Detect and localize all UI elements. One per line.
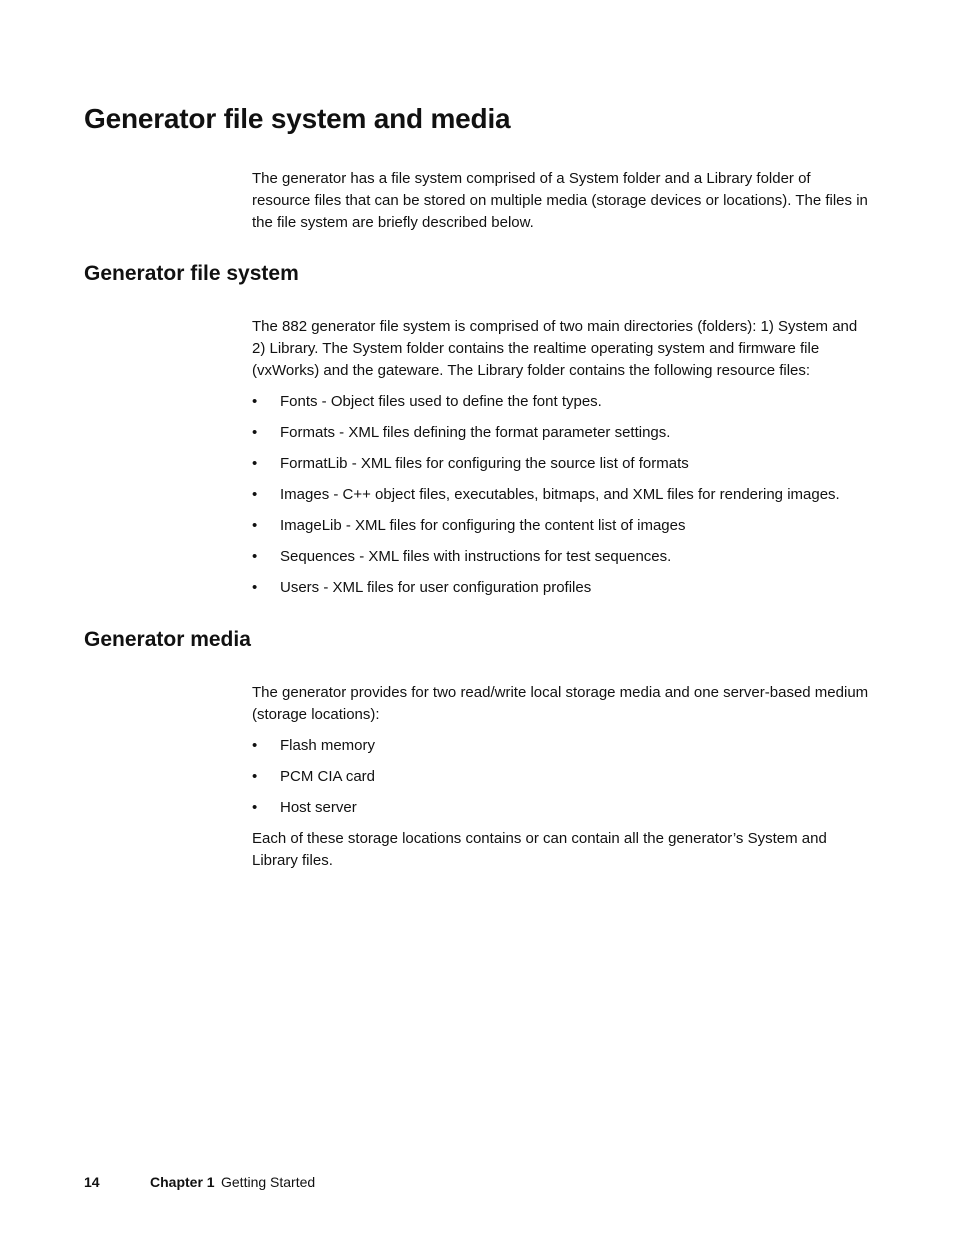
list-item-text: ImageLib - XML files for configuring the content list of images bbox=[280, 517, 686, 534]
list-item bbox=[252, 515, 872, 546]
list-item bbox=[252, 484, 872, 515]
bullet-icon: • bbox=[252, 579, 258, 596]
list-item-text: FormatLib - XML files for configuring the source list of formats bbox=[280, 455, 689, 472]
list-item bbox=[252, 766, 872, 797]
resource-file-list bbox=[252, 391, 872, 608]
list-item-text: Users - XML files for user configuration profiles bbox=[280, 579, 592, 596]
chapter-title: Getting Started bbox=[221, 1174, 316, 1190]
list-item-text: Fonts - Object files used to define the font types. bbox=[280, 393, 602, 410]
storage-media-list bbox=[252, 735, 872, 828]
list-item-text: Formats - XML files defining the format parameter settings. bbox=[280, 424, 671, 441]
list-item-text: PCM CIA card bbox=[280, 768, 376, 785]
media-heading: Generator media bbox=[84, 628, 251, 651]
bullet-icon: • bbox=[252, 517, 258, 534]
bullet-icon: • bbox=[252, 737, 258, 754]
intro-paragraph: The generator has a file system comprised of a System folder and a Library folder of resource files that can be stored on multiple media (storage devices or locations). The files in the file system are briefly described below. bbox=[252, 170, 868, 231]
list-item-text: Flash memory bbox=[280, 737, 376, 754]
file-system-paragraph: The 882 generator file system is comprised of two main directories (folders): 1) System and 2) Library. The System folder contains the realtime operating system and firmware file (vxWorks) and the gateware. The Library folder contains the following resource files: bbox=[252, 318, 858, 379]
list-item bbox=[252, 453, 872, 484]
media-block bbox=[252, 682, 872, 872]
bullet-icon: • bbox=[252, 424, 258, 441]
list-item bbox=[252, 735, 872, 766]
bullet-icon: • bbox=[252, 455, 258, 472]
intro-block bbox=[252, 168, 872, 234]
bullet-icon: • bbox=[252, 799, 258, 816]
list-item bbox=[252, 391, 872, 422]
list-item bbox=[252, 797, 872, 828]
file-system-heading: Generator file system bbox=[84, 262, 299, 285]
bullet-icon: • bbox=[252, 768, 258, 785]
list-item-text: Host server bbox=[280, 799, 357, 816]
media-paragraph: The generator provides for two read/write local storage media and one server-based medium (storage locations): bbox=[252, 684, 869, 723]
page-title: Generator file system and media bbox=[84, 103, 511, 134]
file-system-block bbox=[252, 316, 872, 608]
bullet-icon: • bbox=[252, 486, 258, 503]
media-closing-paragraph: Each of these storage locations contains or can contain all the generator’s System and Library files. bbox=[252, 830, 827, 869]
list-item bbox=[252, 546, 872, 577]
chapter-label: Chapter 1 bbox=[150, 1174, 215, 1190]
bullet-icon: • bbox=[252, 393, 258, 410]
list-item bbox=[252, 422, 872, 453]
list-item-text: Images - C++ object files, executables, bitmaps, and XML files for rendering images. bbox=[280, 486, 840, 503]
list-item-text: Sequences - XML files with instructions for test sequences. bbox=[280, 548, 672, 565]
list-item bbox=[252, 577, 872, 608]
page-number: 14 bbox=[84, 1174, 100, 1190]
bullet-icon: • bbox=[252, 548, 258, 565]
